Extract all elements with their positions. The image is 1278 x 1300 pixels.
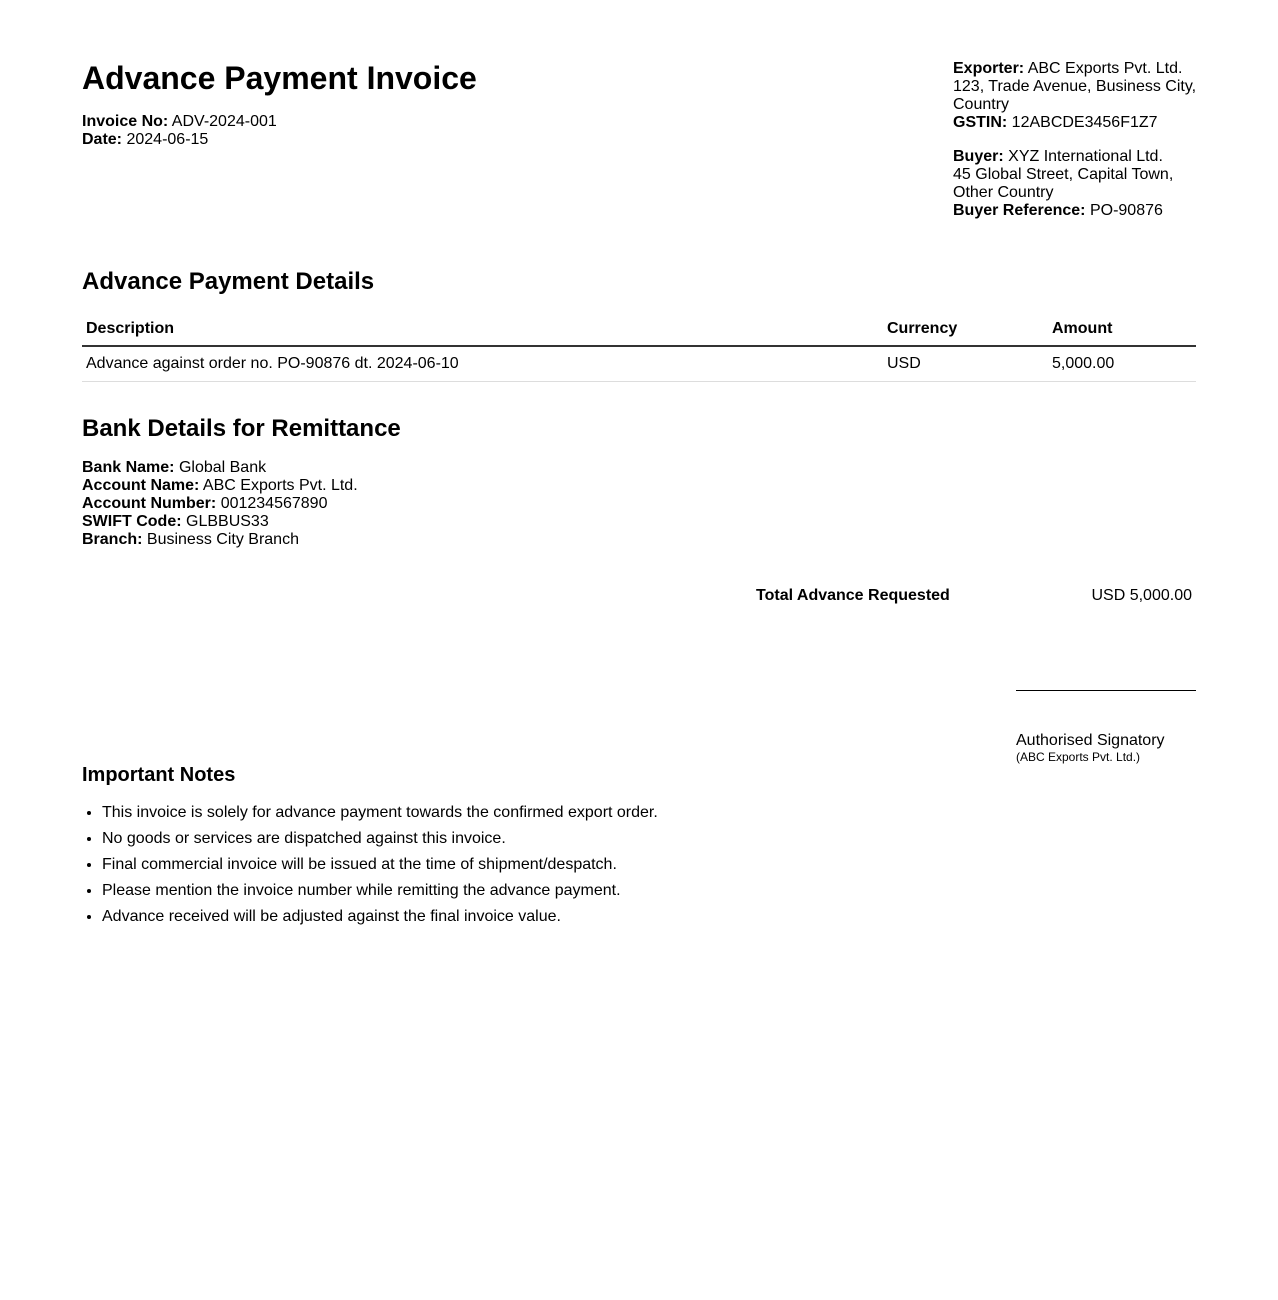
bank-details (82, 459, 358, 549)
invoice-date-label: Date: (82, 131, 123, 148)
buyer-label: Buyer: (953, 148, 1004, 165)
bank-name: Global Bank (178, 459, 267, 476)
exporter-gstin-label: GSTIN: (953, 114, 1008, 131)
bank-name-label: Bank Name: (82, 459, 175, 476)
notes-list (82, 800, 658, 930)
row-amount: 5,000.00 (1048, 346, 1196, 382)
column-header-currency: Currency (883, 312, 1048, 346)
account-name: ABC Exports Pvt. Ltd. (202, 477, 358, 494)
buyer-reference-label: Buyer Reference: (953, 202, 1086, 219)
bank-heading: Bank Details for Remittance (82, 415, 401, 442)
buyer-reference: PO-90876 (1089, 202, 1163, 219)
column-header-description: Description (82, 312, 883, 346)
swift-code: GLBBUS33 (186, 513, 269, 530)
list-item: • No goods or services are dispatched against this invoice. (102, 826, 658, 852)
details-table (82, 312, 1196, 382)
invoice-number: ADV-2024-001 (171, 113, 277, 130)
list-item: • Advance received will be adjusted against the final invoice value. (102, 904, 658, 930)
exporter-gstin: 12ABCDE3456F1Z7 (1011, 114, 1158, 131)
table-row (82, 346, 1196, 382)
exporter-address-line1: 123, Trade Avenue, Business City, (953, 78, 1197, 95)
column-header-amount: Amount (1048, 312, 1196, 346)
account-name-label: Account Name: (82, 477, 200, 494)
exporter-label: Exporter: (953, 60, 1025, 77)
list-item: • This invoice is solely for advance payment towards the confirmed export order. (102, 800, 658, 826)
invoice-date-line (82, 131, 277, 149)
buyer-name: XYZ International Ltd. (1008, 148, 1163, 165)
branch-label: Branch: (82, 531, 143, 548)
account-number-label: Account Number: (82, 495, 217, 512)
account-number: 001234567890 (220, 495, 328, 512)
invoice-number-line (82, 113, 277, 131)
notes-heading: Important Notes (82, 764, 236, 786)
buyer-address-line1: 45 Global Street, Capital Town, (953, 166, 1174, 183)
invoice-date: 2024-06-15 (126, 131, 209, 148)
buyer-address-line2: Other Country (953, 184, 1054, 201)
details-heading: Advance Payment Details (82, 268, 375, 295)
buyer-block (953, 148, 1213, 220)
signatory-company: (ABC Exports Pvt. Ltd.) (1016, 750, 1141, 764)
exporter-address-line2: Country (953, 96, 1010, 113)
list-item: • Please mention the invoice number while remitting the advance payment. (102, 878, 658, 904)
total-advance-label: Total Advance Requested (756, 587, 950, 604)
total-advance-value: USD 5,000.00 (1091, 587, 1192, 604)
invoice-meta (82, 113, 277, 149)
signature-line (1016, 690, 1196, 691)
invoice-number-label: Invoice No: (82, 113, 169, 130)
invoice-title: Advance Payment Invoice (82, 60, 477, 96)
signatory-title: Authorised Signatory (1016, 732, 1165, 749)
exporter-block (953, 60, 1213, 132)
swift-code-label: SWIFT Code: (82, 513, 182, 530)
row-description: Advance against order no. PO-90876 dt. 2024-06-10 (82, 346, 883, 382)
branch: Business City Branch (146, 531, 299, 548)
exporter-name: ABC Exports Pvt. Ltd. (1027, 60, 1183, 77)
row-currency: USD (883, 346, 1048, 382)
list-item: • Final commercial invoice will be issued at the time of shipment/despatch. (102, 852, 658, 878)
table-header-row (82, 312, 1196, 346)
